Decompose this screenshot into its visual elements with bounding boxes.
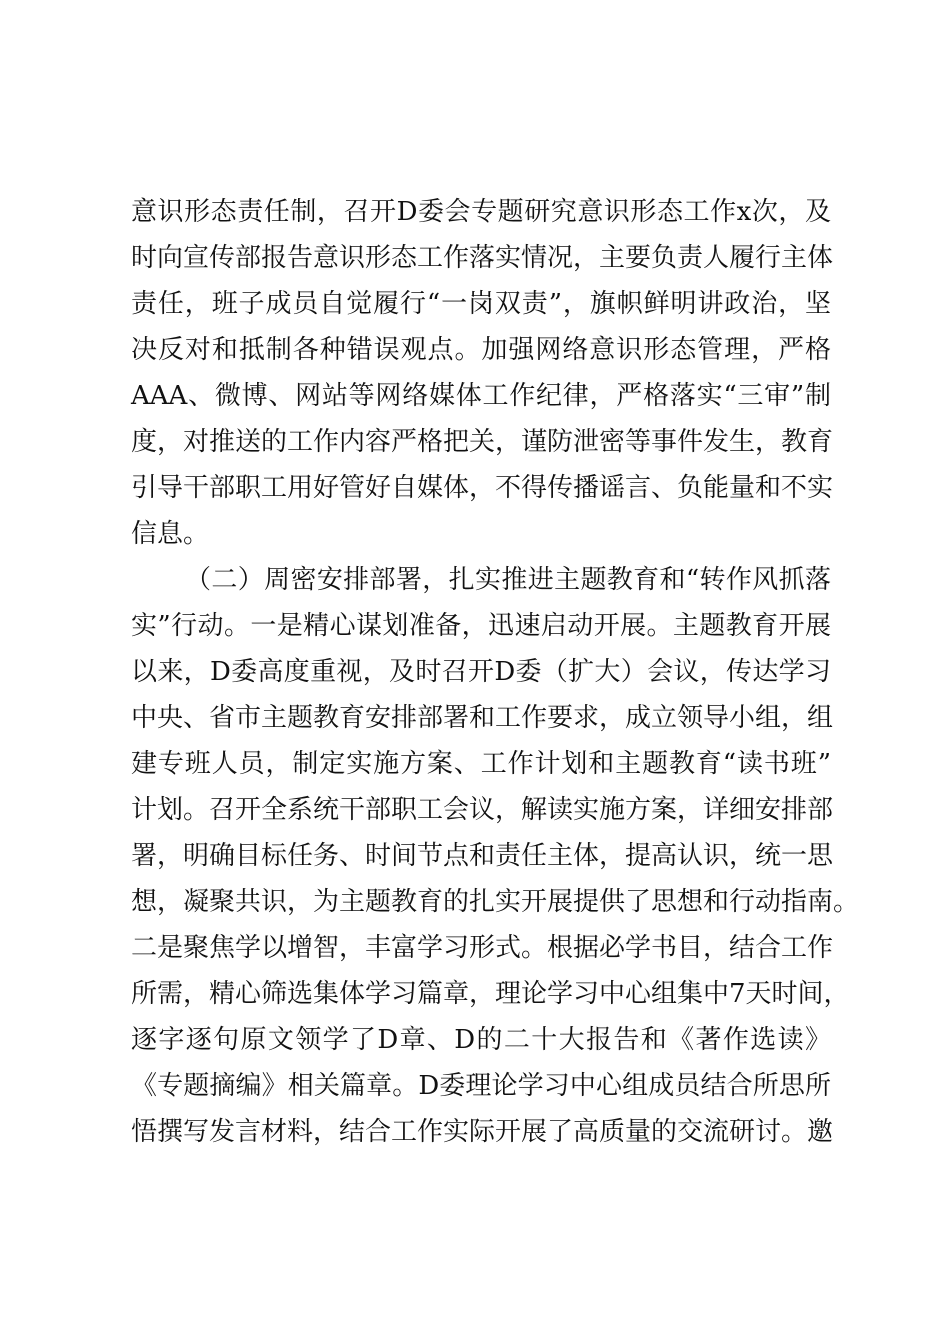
text-line-10: 实”行动。一是精心谋划准备，迅速启动开展。主题教育开展	[131, 611, 831, 641]
text-line-14: 计划。召开全系统干部职工会议，解读实施方案，详细安排部	[131, 795, 834, 825]
text-line-18: 所需，精心筛选集体学习篇章，理论学习中心组集中7天时间，	[131, 979, 850, 1009]
text-line-16: 想，凝聚共识，为主题教育的扎实开展提供了思想和行动指南。	[131, 887, 860, 917]
text-line-12: 中央、省市主题教育安排部署和工作要求，成立领导小组，组	[131, 703, 834, 733]
text-line-3: 责任，班子成员自觉履行“一岗双责”，旗帜鲜明讲政治，坚	[131, 289, 831, 319]
text-line-8: 信息。	[131, 519, 210, 549]
text-line-19: 逐字逐句原文领学了D章、D的二十大报告和《著作选读》	[131, 1025, 831, 1055]
text-line-4: 决反对和抵制各种错误观点。加强网络意识形态管理，严格	[131, 335, 831, 365]
text-line-13: 建专班人员，制定实施方案、工作计划和主题教育“读书班”	[131, 749, 831, 779]
text-line-7: 引导干部职工用好管好自媒体，不得传播谣言、负能量和不实	[131, 473, 834, 503]
text-line-17: 二是聚焦学以增智，丰富学习形式。根据必学书目，结合工作	[131, 933, 834, 963]
text-line-6: 度，对推送的工作内容严格把关，谨防泄密等事件发生，教育	[131, 427, 834, 457]
text-line-2: 时向宣传部报告意识形态工作落实情况，主要负责人履行主体	[131, 243, 834, 273]
text-line-5: AAA、微博、网站等网络媒体工作纪律，严格落实“三审”制	[131, 381, 831, 411]
text-line-21: 悟撰写发言材料，结合工作实际开展了高质量的交流研讨。邀	[131, 1117, 834, 1147]
text-line-15: 署，明确目标任务、时间节点和责任主体，提高认识，统一思	[131, 841, 834, 871]
section-heading-line: （二）周密安排部署，扎实推进主题教育和“转作风抓落	[185, 565, 831, 595]
text-line-11: 以来，D委高度重视，及时召开D委（扩大）会议，传达学习	[131, 657, 831, 687]
text-line-1: 意识形态责任制，召开D委会专题研究意识形态工作x次，及	[131, 197, 831, 227]
text-line-20: 《专题摘编》相关篇章。D委理论学习中心组成员结合所思所	[131, 1071, 831, 1101]
